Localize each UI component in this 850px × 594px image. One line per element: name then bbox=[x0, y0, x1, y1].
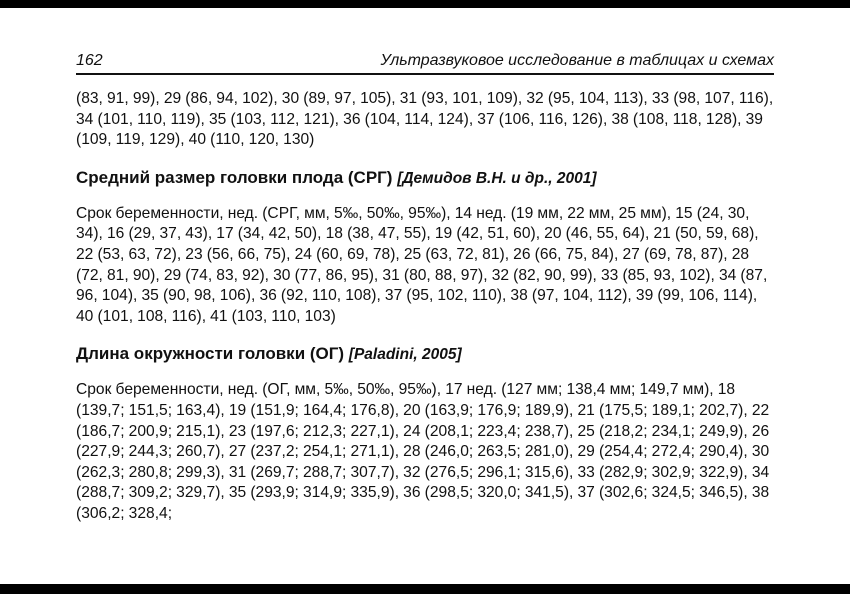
section-body-head-size: Срок беременности, нед. (СРГ, мм, 5‰, 50‰, 95‰), 14 нед. (19 мм, 22 мм, 25 мм), 15 (24, 30, 34), 16 (29, 37, 43), 17 (34, 42, 50), 18 (38, 47, 55), 19 (42, 51, 60), 20 (46, 55, 64), 21 (50, 59, 68), 22 (53, 63, 72), 23 (56, 66, 75), 24 (60, 69, 78), 25 (63, 72, 81), 26 (66, 75, 84), 27 (69, 78, 87), 28 (72, 81, 90), 29 (74, 83, 92), 30 (77, 86, 95), 31 (80, 88, 97), 32 (82, 90, 99), 33 (85, 93, 102), 34 (87, 96, 104), 35 (90, 98, 106), 36 (92, 110, 108), 37 (95, 102, 110), 38 (97, 104, 112), 39 (99, 106, 114), 40 (101, 108, 116), 41 (103, 110, 103) bbox=[76, 204, 768, 325]
section-heading-head-circumference bbox=[76, 343, 776, 366]
section-title: Средний размер головки плода (СРГ) bbox=[76, 167, 393, 187]
page-header bbox=[76, 50, 774, 72]
section-body-head-circumference: Срок беременности, нед. (ОГ, мм, 5‰, 50‰, 95‰), 17 нед. (127 мм; 138,4 мм; 149,7 мм), 18 (139,7; 151,5; 163,4), 19 (151,9; 164,4; 176,8), 20 (163,9; 176,9; 189,9), 21 (175,5; 189,1; 202,7), 22 (186,7; 200,9; 215,1), 23 (197,6; 212,3; 227,1), 24 (208,1; 223,4; 238,7), 25 (218,2; 234,1; 249,9), 26 (227,9; 244,3; 260,7), 27 (237,2; 254,1; 271,1), 28 (246,0; 263,5; 281,0), 29 (254,4; 272,4; 290,4), 30 (262,3; 280,8; 299,3), 31 (269,7; 288,7; 307,7), 32 (276,5; 296,1; 315,6), 33 (282,9; 302,9; 322,9), 34 (288,7; 309,2; 329,7), 35 (293,9; 314,9; 335,9), 36 (298,5; 320,0; 341,5), 37 (302,6; 324,5; 346,5), 38 (306,2; 328,4; bbox=[76, 381, 770, 522]
page-number: 162 bbox=[76, 52, 103, 69]
running-title: Ультразвуковое исследование в таблицах и схемах bbox=[380, 52, 774, 69]
continuation-paragraph: (83, 91, 99), 29 (86, 94, 102), 30 (89, 97, 105), 31 (93, 101, 109), 32 (95, 104, 113), 33 (98, 107, 116), 34 (101, 110, 119), 35 (103, 112, 121), 36 (104, 114, 124), 37 (106, 116, 126), 38 (108, 118, 128), 39 (109, 119, 129), 40 (110, 120, 130) bbox=[76, 90, 774, 149]
section-heading-head-size bbox=[76, 167, 776, 190]
header-rule bbox=[76, 73, 774, 75]
page-top-border bbox=[0, 0, 850, 8]
section-title: Длина окружности головки (ОГ) bbox=[76, 344, 345, 364]
section-reference: [Демидов В.Н. и др., 2001] bbox=[397, 169, 597, 187]
section-reference: [Paladini, 2005] bbox=[348, 346, 462, 364]
page-bottom-border bbox=[0, 584, 850, 594]
page-content bbox=[76, 89, 776, 525]
